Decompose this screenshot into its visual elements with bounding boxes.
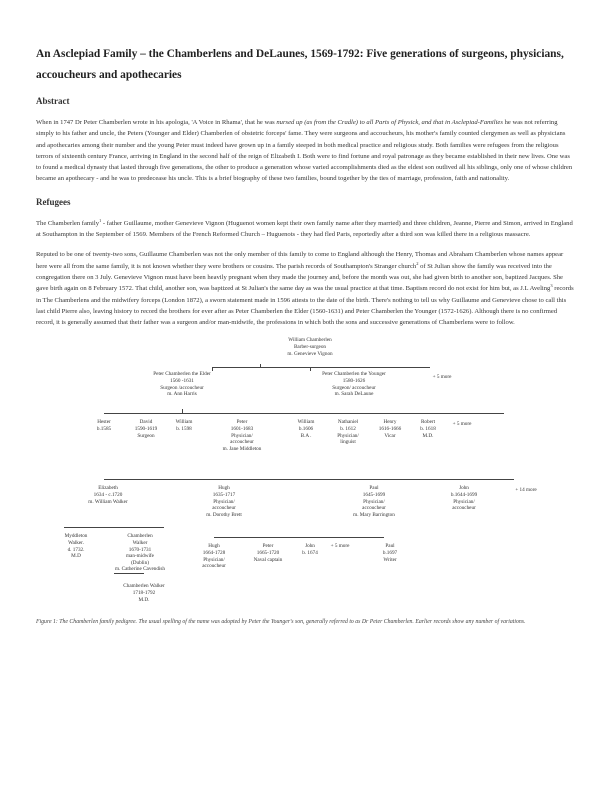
connector bbox=[64, 527, 164, 528]
connector bbox=[104, 479, 514, 480]
figure-caption: Figure 1: The Chamberlen family pedigree. The usual spelling of the name was adopted by Peter the Younger's son, generally referred to as Dr Peter Chamberlen. Earlier records show any number of variations. bbox=[36, 619, 526, 626]
node-nathaniel: Nathaniel b. 1612 Physician/ linguist bbox=[337, 419, 359, 446]
node-chamberlen-walker: Chamberlen Walker 1670-1731 man-midwife (Dublin) m. Catherine Cavendish bbox=[115, 533, 165, 573]
node-chamberlen-walker-2: Chamberlen Walker 1718-1792 M.D. bbox=[123, 583, 165, 603]
node-peter: Peter 1601-1683 Physician/ accoucheur m. Jane Middleton bbox=[222, 419, 262, 452]
node-william: William b. 1598 bbox=[175, 419, 193, 433]
connector bbox=[260, 364, 261, 368]
abstract-heading: Abstract bbox=[36, 96, 70, 106]
node-david: David 1590-1619 Surgeon bbox=[134, 419, 158, 439]
node-more-4: + 5 more bbox=[330, 543, 350, 550]
node-paul: Paul 1645-1699 Physician/ accoucheur m. Mary Barrington bbox=[353, 485, 395, 518]
connector bbox=[310, 367, 311, 371]
article bbox=[36, 44, 576, 628]
node-younger: Peter Chamberlen the Younger 1580-1626 Surgeon/ accoucheur m. Sarah DeLaune bbox=[322, 371, 386, 398]
node-william-2: William b.1606 B.A . bbox=[297, 419, 315, 439]
connector bbox=[114, 573, 144, 574]
node-peter-2: Peter 1665-1720 Naval captain bbox=[253, 543, 283, 563]
node-hester: Hester b.1585 bbox=[96, 419, 112, 433]
connector bbox=[182, 409, 183, 413]
connector bbox=[214, 413, 504, 414]
node-more-3: + 14 more bbox=[515, 487, 537, 494]
connector bbox=[212, 367, 213, 371]
node-hugh: Hugh 1635-1717 Physician/ accoucheur m. Dorothy Brett bbox=[206, 485, 242, 518]
article-title: An Asclepiad Family – the Chamberlens and DeLaunes, 1569-1792: Five generations of surgeons, physicians, accoucheurs and apothecaries bbox=[36, 48, 564, 81]
abstract-paragraph: When in 1747 Dr Peter Chamberlen wrote in his apologia, 'A Voice in Rhama', that he was nursed up (as from the Cradle) to all Parts of Physick, and that in Asclepiad-Families he was not referring simply to his father and uncle, the Peters (Younger and Elder) Chamberlen of obstetric forceps' fame. They were surgeons and accoucheurs, his mother's family counted clergymen as well as physicians and apothecaries among their number and the young Peter must indeed have grown up in a family steeped in both medical practice and religious study. Both families were refugees from the religious terrors of sixteenth century France, arriving in England in the second half of the reign of Elizabeth I. Both were to find fortune and royal patronage as they became established in their new lives. One was to found a medical dynasty that lasted through five generations, the other to produce a generation whose varied accomplishments died as the eldest son outlived all his siblings, only one of whose children became an apothecary - and he was to predecease his uncle. This is a brief biography of these two families, bound together by the ties of marriage, profession, faith and nationality. bbox=[36, 119, 573, 183]
connector bbox=[214, 537, 384, 538]
node-root: William Chamberlen Barber-surgeon m. Genevieve Vignon bbox=[287, 337, 333, 357]
refugees-paragraph-2: Reputed to be one of twenty-two sons, Guillaume Chamberlen was not the only member of this family to come to England although the Henry, Thomas and Abraham Chamberlen whose names appear here were all from the same family, it is not known whether they were brothers or cousins. The parish records of Southampton's Stranger church$^2$ of St Julian show the family was received into the congregation there on 3 July. Genevieve Vignon must have been heavily pregnant when they made the journey and, before the month was out, she had given birth to another son, baptized Jacques. She gave birth again on 8 February 1572. That child, another son, was baptized at St Julian's the same day as was the usual practice at that time. Baptism record do not exist for him but, as J.L Aveling$^3$ records in The Chamberlens and the midwifery forceps (London 1872), a sworn statement made in 1596 attests to the date of the birth. There's nothing to tell us why Guillaume and Genevieve chose to call this last child Pierre also, leaving history to record the brothers for ever after as Peter Chamberlen the Elder (1560-1631) and Peter Chamberlen the Younger (1572-1626). Although there is no confirmed record, it is generally assumed that their father was a surgeon and/or man-midwife, the professions in which both the sons and successive generations of Chamberlens were to follow. bbox=[36, 251, 574, 327]
node-elder: Peter Chamberlen the Elder 1560 -1631 Surgeon /accoucheur m. Ann Harris bbox=[153, 371, 211, 398]
family-pedigree-figure bbox=[64, 337, 564, 609]
node-john-2: John b. 1674 bbox=[302, 543, 318, 557]
connector bbox=[212, 367, 430, 368]
node-paul-2: Paul b.1697 Writer bbox=[382, 543, 398, 563]
node-myddleton: Myddleton Walker. d. 1732. M.D bbox=[64, 533, 88, 560]
node-robert: Robert b. 1618 M.D. bbox=[420, 419, 436, 439]
node-henry: Henry 1616-1666 Vicar bbox=[378, 419, 402, 439]
refugees-paragraph-1: The Chamberlen family$^1$ - father Guillaume, mother Genevieve Vignon (Huguenot women kept their own family name after they married) and three children, Jeanne, Pierre and Simon, arrived in England at Southampton in the September of 1569. Members of the French Reformed Church – Huguenots - they had fled Paris, reportedly after a third son was killed there in a religious massacre. bbox=[36, 217, 573, 239]
node-more-1: + 5 more bbox=[432, 374, 452, 381]
node-hugh-2: Hugh 1664-1728 Physician/ accoucheur bbox=[202, 543, 226, 570]
node-more-2: + 5 more bbox=[452, 421, 472, 428]
node-elizabeth: Elizabeth 1634 - c.1720 m. William Walker bbox=[88, 485, 128, 505]
node-john: John b.1644-1699 Physician/ accoucheur bbox=[450, 485, 478, 512]
refugees-heading: Refugees bbox=[36, 196, 71, 207]
